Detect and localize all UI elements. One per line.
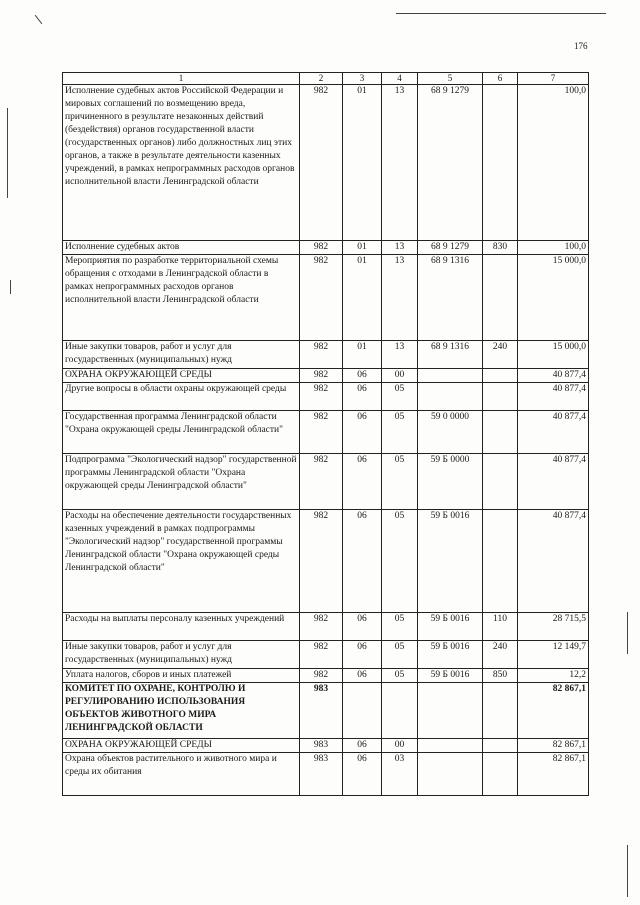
row-code: 983 [300,739,343,753]
table-row [63,411,589,454]
row-subsection: 00 [382,739,418,753]
row-subsection: 13 [382,255,418,341]
row-expense [483,683,518,739]
row-code: 982 [300,454,343,510]
row-section: 01 [343,341,382,369]
table-row [63,341,589,369]
row-amount: 82 867,1 [518,683,589,739]
row-code: 982 [300,241,343,255]
row-subsection [382,683,418,739]
scan-mark-right-1 [627,612,628,654]
row-amount: 15 000,0 [518,341,589,369]
table-row [63,383,589,411]
row-amount: 100,0 [518,85,589,241]
row-code: 983 [300,683,343,739]
column-header: 1 [63,73,300,85]
row-name: Государственная программа Ленинградской области "Охрана окружающей среды Ленинградской области" [63,411,300,454]
row-target: 59 0 0000 [418,411,483,454]
table-row [63,683,589,739]
row-section: 06 [343,641,382,669]
row-amount: 12,2 [518,669,589,683]
row-expense [483,510,518,613]
row-amount: 12 149,7 [518,641,589,669]
row-expense: 110 [483,613,518,641]
row-code: 982 [300,510,343,613]
row-amount: 100,0 [518,241,589,255]
column-header: 7 [518,73,589,85]
row-target [418,369,483,383]
scan-mark-left-1 [7,108,8,198]
row-name: Исполнение судебных актов [63,241,300,255]
table-row [63,255,589,341]
row-section: 06 [343,510,382,613]
row-code: 982 [300,85,343,241]
row-name: Расходы на обеспечение деятельности государственных казенных учреждений в рамках подпрограммы "Экологический надзор" государственной программы Ленинградской области "Охрана окружающей среды Ленинградской области" [63,510,300,613]
row-code: 982 [300,613,343,641]
row-expense: 830 [483,241,518,255]
row-target: 68 9 1279 [418,241,483,255]
row-name: ОХРАНА ОКРУЖАЮЩЕЙ СРЕДЫ [63,369,300,383]
row-amount: 82 867,1 [518,739,589,753]
row-amount: 40 877,4 [518,510,589,613]
row-target [418,383,483,411]
row-target: 59 Б 0016 [418,669,483,683]
row-code: 983 [300,753,343,796]
row-target: 68 9 1279 [418,85,483,241]
row-expense [483,85,518,241]
column-header: 4 [382,73,418,85]
row-name: КОМИТЕТ ПО ОХРАНЕ, КОНТРОЛЮ И РЕГУЛИРОВАНИЮ ИСПОЛЬЗОВАНИЯ ОБЪЕКТОВ ЖИВОТНОГО МИРА ЛЕНИНГРАДСКОЙ ОБЛАСТИ [63,683,300,739]
row-section: 01 [343,255,382,341]
column-header: 6 [483,73,518,85]
row-expense [483,369,518,383]
row-code: 982 [300,669,343,683]
row-expense [483,255,518,341]
row-section: 06 [343,369,382,383]
row-name: Другие вопросы в области охраны окружающей среды [63,383,300,411]
row-subsection: 00 [382,369,418,383]
row-target [418,683,483,739]
row-subsection: 05 [382,669,418,683]
row-subsection: 13 [382,241,418,255]
row-name: Мероприятия по разработке территориальной схемы обращения с отходами в Ленинградской области в рамках непрограммных расходов органов исполнительной власти Ленинградской области [63,255,300,341]
row-expense [483,383,518,411]
row-code: 982 [300,383,343,411]
row-code: 982 [300,341,343,369]
row-target: 68 9 1316 [418,341,483,369]
column-header: 3 [343,73,382,85]
row-name: Иные закупки товаров, работ и услуг для государственных (муниципальных) нужд [63,641,300,669]
scan-mark-top-left [35,15,43,24]
row-subsection: 05 [382,613,418,641]
row-name: Уплата налогов, сборов и иных платежей [63,669,300,683]
table-row [63,739,589,753]
row-amount: 15 000,0 [518,255,589,341]
row-target: 59 Б 0000 [418,454,483,510]
table-row [63,613,589,641]
row-section: 06 [343,383,382,411]
row-name: ОХРАНА ОКРУЖАЮЩЕЙ СРЕДЫ [63,739,300,753]
row-amount: 40 877,4 [518,383,589,411]
table-row [63,85,589,241]
row-amount: 40 877,4 [518,454,589,510]
table-row [63,753,589,796]
row-expense [483,739,518,753]
row-subsection: 05 [382,510,418,613]
row-section: 01 [343,241,382,255]
row-section: 06 [343,613,382,641]
row-expense: 240 [483,641,518,669]
row-target [418,739,483,753]
row-expense [483,753,518,796]
row-amount: 28 715,5 [518,613,589,641]
row-section: 06 [343,739,382,753]
scan-mark-left-2 [10,280,11,294]
row-section: 01 [343,85,382,241]
table-row [63,669,589,683]
row-target: 59 Б 0016 [418,613,483,641]
table-row [63,454,589,510]
row-expense [483,454,518,510]
column-header: 2 [300,73,343,85]
row-code: 982 [300,255,343,341]
row-subsection: 03 [382,753,418,796]
row-section: 06 [343,454,382,510]
row-subsection: 13 [382,341,418,369]
row-section: 06 [343,411,382,454]
scan-mark-right-2 [627,845,628,897]
row-subsection: 05 [382,383,418,411]
row-name: Охрана объектов растительного и животного мира и среды их обитания [63,753,300,796]
row-section [343,683,382,739]
row-section: 06 [343,753,382,796]
row-amount: 82 867,1 [518,753,589,796]
row-expense: 850 [483,669,518,683]
row-target [418,753,483,796]
row-code: 982 [300,641,343,669]
row-amount: 40 877,4 [518,411,589,454]
row-name: Иные закупки товаров, работ и услуг для государственных (муниципальных) нужд [63,341,300,369]
row-name: Подпрограмма "Экологический надзор" государственной программы Ленинградской области "Охрана окружающей среды Ленинградской области" [63,454,300,510]
row-subsection: 05 [382,641,418,669]
table-body [63,85,589,796]
header-row [63,73,589,85]
row-section: 06 [343,669,382,683]
table-row [63,641,589,669]
row-subsection: 13 [382,85,418,241]
row-target: 59 Б 0016 [418,510,483,613]
table-row [63,510,589,613]
row-code: 982 [300,411,343,454]
row-subsection: 05 [382,454,418,510]
budget-table [62,72,589,796]
row-target: 59 Б 0016 [418,641,483,669]
column-header: 5 [418,73,483,85]
row-subsection: 05 [382,411,418,454]
row-name: Расходы на выплаты персоналу казенных учреждений [63,613,300,641]
scan-line-top-right [396,13,606,14]
row-name: Исполнение судебных актов Российской Федерации и мировых соглашений по возмещению вреда, причиненного в результате незаконных действий (бездействия) органов государственной власти (государственных органов) либо должностных лиц этих органов, а также в результате деятельности казенных учреждений, в рамках непрограммных расходов органов исполнительной власти Ленинградской области [63,85,300,241]
row-code: 982 [300,369,343,383]
table-row [63,241,589,255]
page-number: 176 [574,41,588,51]
row-expense [483,411,518,454]
row-amount: 40 877,4 [518,369,589,383]
row-expense: 240 [483,341,518,369]
row-target: 68 9 1316 [418,255,483,341]
table-row [63,369,589,383]
